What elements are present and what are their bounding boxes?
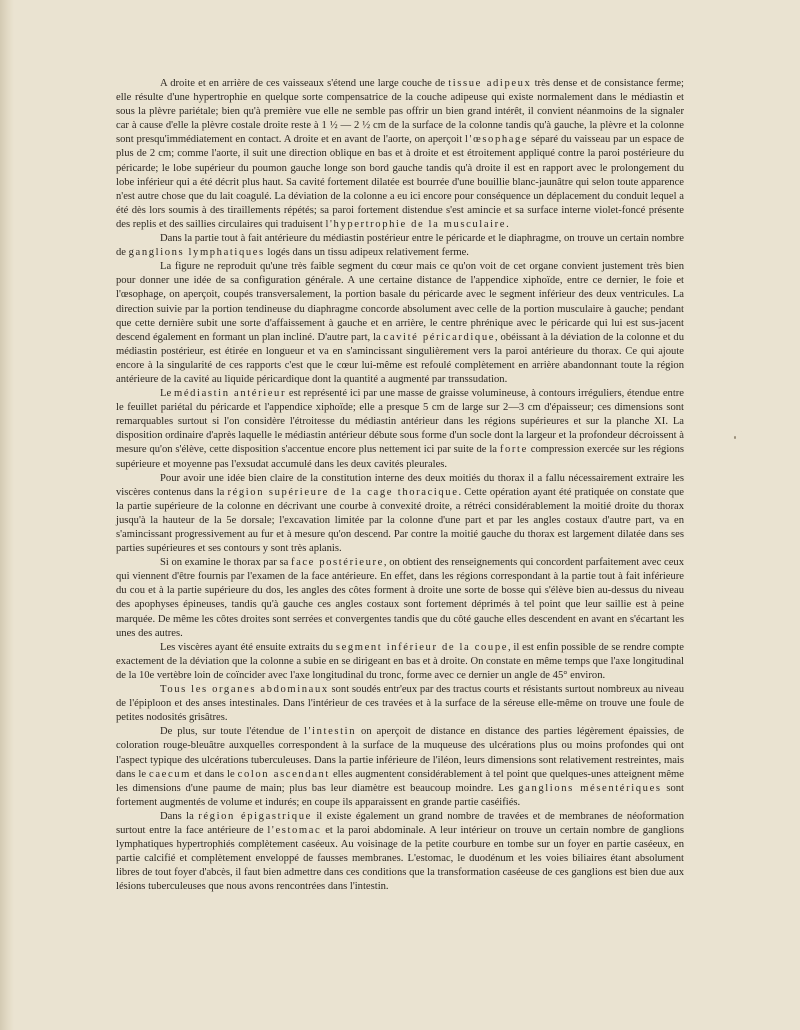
- text-run: De plus, sur toute l'étendue de: [160, 726, 305, 738]
- text-run: Si on examine le thorax par sa: [160, 557, 291, 569]
- body-text: [116, 77, 684, 894]
- text-run: A droite et en arrière de ces vaisseaux s'étend une large couche de: [160, 78, 449, 89]
- text-run: Le: [160, 388, 175, 400]
- spaced-term: médiastin antérieur: [174, 388, 287, 400]
- spaced-term: région supérieure de la cage thoracique: [227, 486, 459, 498]
- text-run: Dans la partie tout à fait antérieure du médiastin postérieur entre le péricarde et le diaphragme, on trouve un certain nombre de: [116, 233, 684, 259]
- paragraph-p4: [116, 387, 684, 472]
- paragraph-p8: [116, 683, 684, 725]
- text-run: logés dans un tissu adipeux relativement ferme.: [264, 247, 469, 259]
- margin-ink-speck: [734, 436, 736, 439]
- text-run: Dans la: [160, 810, 199, 822]
- page-binding-edge: [0, 0, 14, 1030]
- spaced-term: Tous les organes abdominaux: [160, 684, 329, 696]
- text-run: .: [506, 218, 509, 230]
- text-run: il existe également un grand nombre de travées et de membranes de néoformation surtout entre la face antérieure de: [116, 810, 685, 836]
- paragraph-p1: [116, 77, 684, 232]
- text-run: très dense et de consistance ferme; elle résulte d'une hypertrophie en quelque sorte compensatrice de la couche adipeuse qui existe normalement dans le médiastin et sous la plèvre pariétale; bien qu'à première vue elle ne semble pas offrir un bien grand intérêt, il convient néanmoins de la signaler car à cause d'elle la plèvre costale droite reste à 1 ½ — 2 ½ cm de la surface de la colonne tandis qu'à gauche, la plèvre et la colonne sont presqu'immédiatement en contact. A droite et en avant de l'aorte, on aperçoit: [116, 78, 684, 146]
- paragraph-p5: [116, 472, 684, 557]
- paragraph-p6: [116, 556, 684, 641]
- spaced-term: l'estomac: [267, 824, 322, 836]
- text-run: . Cette opération ayant été pratiquée on constate que la partie supérieure de la colonne en décrivant une courbe à convexité droite, a rétréci considérablement la moitié droite du thorax jusqu'à la hauteur de la 5e dorsale; l'excavation limitée par la colonne d'une part et par les angles costaux d'autre part, va en s'amincissant progressivement au fur et à mesure qu'on descend. Par contre la moitié gauche du thorax est largement dilatée dans ses parties supérieures et ses contours y sont très aplanis.: [116, 486, 684, 555]
- text-run: et dans le: [191, 768, 238, 780]
- spaced-term: l'intestin: [304, 726, 357, 738]
- spaced-term: colon ascendant: [237, 768, 330, 780]
- paragraph-p3: [116, 260, 684, 387]
- paragraph-p2: [116, 232, 684, 260]
- text-run: Pour avoir une idée bien claire de la constitution interne des deux moitiés du thorax il a fallu nécessairement extraire les viscères contenus dans la: [116, 472, 684, 498]
- text-run: elles augmentent considérablement à tel point que quelques-unes atteignent même les dimensions d'une paume de main; plus bas leur diamètre est beaucoup moindre. Les: [116, 768, 684, 794]
- text-run: , obéissant à la déviation de la colonne et du médiastin postérieur, est étirée en longueur et va en s'amincissant singulièrement vers la paroi antérieure du thorax. Ce qui ajoute encore à la singularité de ces rapports c'est que le cœur lui-même est refoulé complètement en arrière abandonnant toute la région antérieure de la cavité au liquide péricardique dont la quantité a augmenté par transsudation.: [116, 331, 684, 385]
- spaced-term: segment inférieur de la coupe: [335, 641, 509, 653]
- text-run: sont soudés entr'eux par des tractus courts et résistants surtout nombreux au niveau de l'épiploon et des anses intestinales. Dans l'intérieur de ces travées et à la surface de la séreuse elle-même on trouve une foule de petites nodosités grisâtres.: [116, 684, 685, 724]
- text-run: Les viscères ayant été ensuite extraits du: [160, 641, 336, 653]
- text-run: , on obtient des renseignements qui concordent parfaitement avec ceux qui viennent d'être fournis par l'examen de la face antérieure. En effet, dans les régions correspondant à la partie tout à fait inférieure du cou et à la partie supérieure du dos, les angles des côtes forment à droite une sorte de bosse qui s'élève bien au-dessus du niveau des apophyses épineuses, tandis qu'à gauche ces angles costaux sont fortement déprimés à tel point que leur saillie est à peine marquée. De même les côtes droites sont serrées et convergentes tandis que du côté gauche elles descendent en avant en s'écartant les unes des autres.: [116, 557, 684, 639]
- text-run: on aperçoit de distance en distance des parties légèrement épaissies, de coloration rouge-bleuâtre auxquelles correspondent à la surface de la muqueuse des ulcérations plus ou moins profondes qui ont l'aspect typique des ulcérations tuberculeuses. Dans la partie inférieure de l'iléon, leurs dimensions sont relativement restreintes, mais dans le: [116, 726, 684, 780]
- spaced-term: l'hypertrophie de la musculaire: [325, 218, 507, 230]
- text-run: La figure ne reproduit qu'une très faible segment du cœur mais ce qu'on voit de cet organe convient justement très bien pour donner une idée de sa configuration générale. A une certaine distance de l'appendice xiphoïde, entre ce dernier, le foie et l'œsophage, on aperçoit, coupés transversalement, la portion basale du péricarde avec le segment inférieur des deux ventricules. La direction suivie par la portion tendineuse du diaphragme concorde absolument avec celle de la portion musculaire à gauche; pendant que cette dernière subit une sorte d'affaissement à gauche et en arrière, le centre phrénique avec le péricarde qui lui est sus-jacent descend également en formant un plan incliné. D'autre part, la: [116, 261, 684, 343]
- spaced-term: cavité péricardique: [383, 331, 496, 343]
- text-run: , il est enfin possible de se rendre compte exactement de la déviation que la colonne a subie en se dirigeant en bas et à droite. On constate en même temps que l'axe longitudinal de la 10e vertèbre loin de coïncider avec l'axe longitudinal du tronc, forme avec ce dernier un angle de 45° environ.: [116, 641, 684, 681]
- paragraph-p7: [116, 641, 684, 683]
- spaced-term: ganglions lymphatiques: [128, 247, 265, 259]
- text-run: séparé du vaisseau par un espace de plus de 2 cm; comme l'aorte, il suit une direction oblique en bas et à droite et est étroitement appliqué contre la paroi postérieure du péricarde; le lobe supérieur du poumon gauche longe son bord gauche tandis qu'à droite il est en rapport avec le prolongement du lobe inférieur qui a été décrit plus haut. Sa cavité fortement dilatée est bourrée d'une bouillie blanc-jaunâtre qui selon toute apparence n'est autre chose que du lait coagulé. La déviation de la colonne a eu ici encore pour conséquence un déplacement du conduit lequel a été dès lors soumis à des tiraillements répétés; sa paroi fortement distendue s'est amincie et sa surface interne violet-foncé présente des replis et des saillies circulaires qui traduisent: [116, 134, 684, 230]
- spaced-term: ganglions mésentériques: [518, 782, 662, 794]
- spaced-term: forte: [499, 444, 528, 456]
- spaced-term: tissue adipeux: [448, 78, 532, 89]
- text-run: compression exercée sur les régions supérieure et moyenne pas l'exsudat accumulé dans les deux cavités pleurales.: [116, 444, 684, 470]
- text-run: sont fortement augmentés de volume et indurés; en coupe ils apparaissent en grande partie caséifiés.: [116, 782, 684, 808]
- spaced-term: face postérieure: [290, 557, 384, 569]
- spaced-term: l'œsophage: [465, 134, 529, 146]
- text-run: est représenté ici par une masse de graisse volumineuse, à contours irréguliers, étendue entre le feuillet pariétal du péricarde et l'appendice xiphoïde; elle a presque 5 cm de large sur 2—3 cm d'épaisseur; ces dimensions sont remarquables surtout si l'on considère l'étroitesse du médiastin antérieur dans les régions supérieures et sur la planche XI. La disposition ordinaire d'après laquelle le médiastin antérieur débute sous forme d'un socle dont la largeur et la profondeur décroissent à mesure qu'on s'élève, cette disposition s'accentue encore plus nettement ici par suite de la: [116, 388, 685, 456]
- spaced-term: région épigastrique: [198, 810, 312, 822]
- paragraph-p10: [116, 810, 684, 895]
- text-run: et la paroi abdominale. A leur intérieur on trouve un certain nombre de ganglions lymphatiques hypertrophiés complètement caséeux. Au voisinage de la petite courbure en tombe sur un foyer en partie caséeux, en partie calcifié et complètement enveloppé de fausses membranes. L'estomac, le duodénum et les voies biliaires étant absolument libres de tout foyer d'abcès, il faut bien admettre dans ces conditions que la transformation caséeuse de ces ganglions est bien due aux lésions tuberculeuses que nous avons rencontrées dans l'intestin.: [116, 824, 684, 893]
- paragraph-p9: [116, 725, 684, 810]
- spaced-term: caecum: [149, 768, 191, 780]
